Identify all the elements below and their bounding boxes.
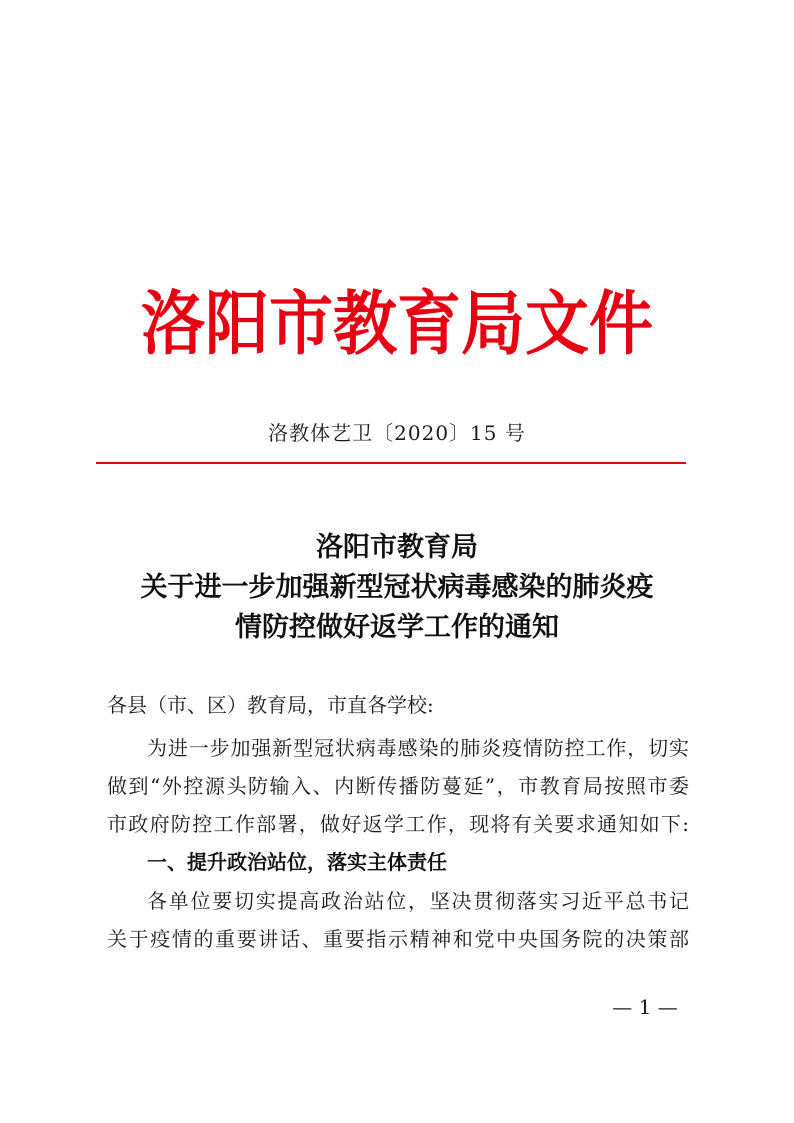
paragraph-line: 市政府防控工作部署，做好返学工作，现将有关要求通知如下: [107, 812, 689, 836]
document-title [60, 528, 734, 648]
paragraph-intro [107, 729, 689, 843]
page-number: — 1 — [612, 995, 678, 1019]
document-number: 洛教体艺卫〔2020〕15 号 [268, 421, 526, 445]
title-line: 关于进一步加强新型冠状病毒感染的肺炎疫 [140, 572, 654, 603]
paragraph-line: 关于疫情的重要讲话、重要指示精神和党中央国务院的决策部 [107, 927, 689, 951]
issuer-header: 洛阳市教育局文件 [141, 283, 653, 365]
section-heading-1: 一、提升政治站位，落实主体责任 [147, 850, 447, 874]
paragraph-line: 做到“外控源头防输入、内断传播防蔓延”，市教育局按照市委 [107, 774, 689, 798]
paragraph-line: 各单位要切实提高政治站位，坚决贯彻落实习近平总书记 [147, 889, 689, 913]
paragraph-section-1 [107, 882, 689, 958]
red-divider-line [96, 462, 686, 464]
title-line: 情防控做好返学工作的通知 [235, 612, 559, 643]
salutation: 各县（市、区）教育局，市直各学校: [107, 693, 434, 717]
title-line: 洛阳市教育局 [316, 532, 478, 563]
paragraph-line: 为进一步加强新型冠状病毒感染的肺炎疫情防控工作，切实 [147, 736, 689, 760]
